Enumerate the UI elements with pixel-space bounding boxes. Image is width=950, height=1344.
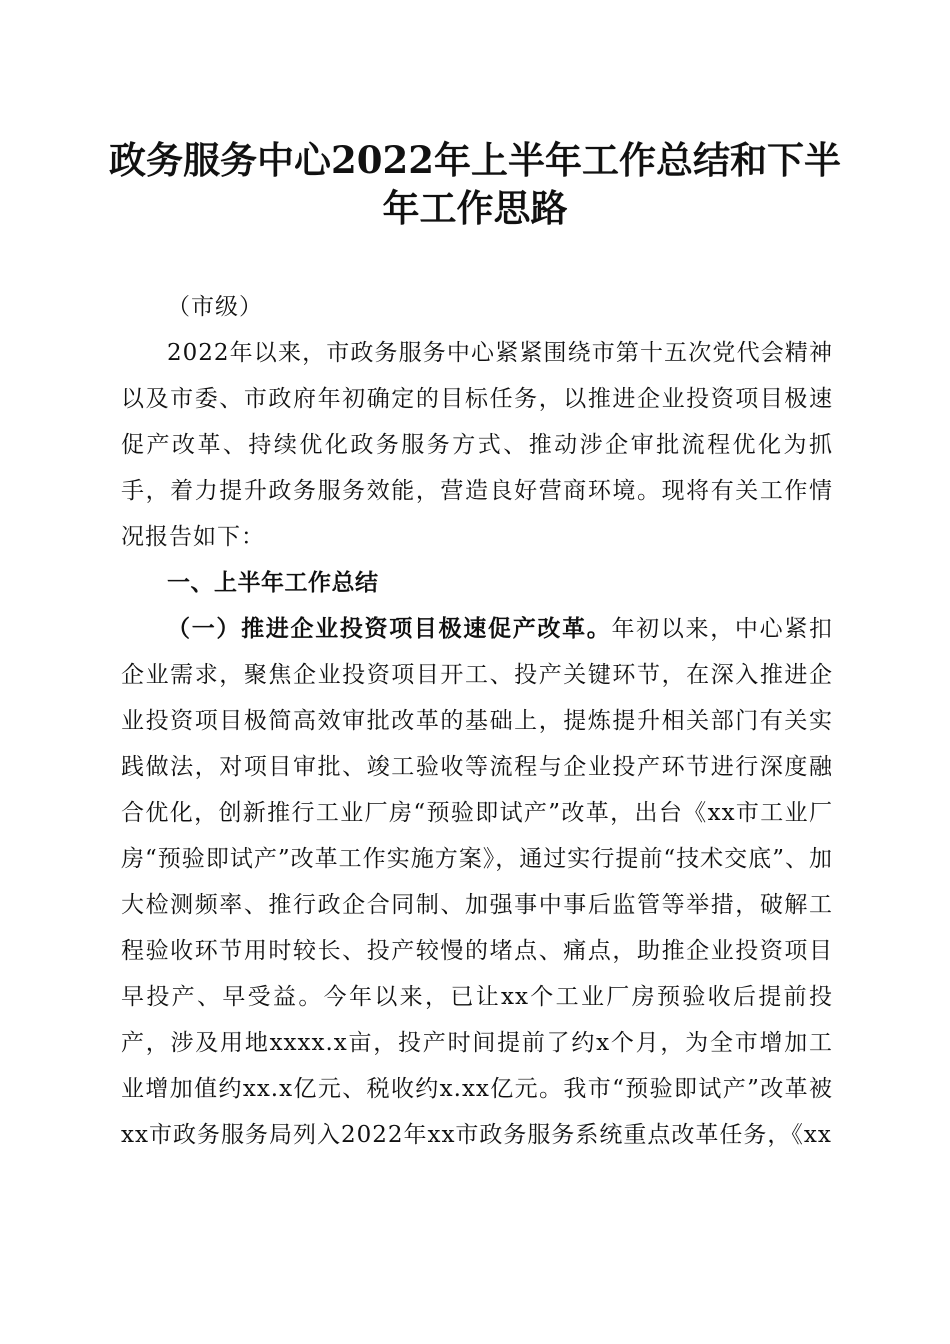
level-note: （市级） (167, 294, 263, 320)
subsection-title: （一）推进企业投资项目极速促产改革。 (167, 616, 612, 642)
document-body (121, 284, 833, 1158)
title-line-1: 政务服务中心2022年上半年工作总结和下半 (109, 138, 841, 182)
subsection-body: 年初以来，中心紧扣企业需求，聚焦企业投资项目开工、投产关键环节，在深入推进企业投资项目极简高效审批改革的基础上，提炼提升相关部门有关实践做法，对项目审批、竣工验收等流程与企业投产环节进行深度融合优化，创新推行工业厂房“预验即试产”改革，出台《xx市工业厂房“预验即试产”改革工作实施方案》，通过实行提前“技术交底”、加大检测频率、推行政企合同制、加强事中事后监管等举措，破解工程验收环节用时较长、投产较慢的堵点、痛点，助推企业投资项目早投产、早受益。今年以来，已让xx个工业厂房预验收后提前投产，涉及用地xxxx.x亩，投产时间提前了约x个月，为全市增加工业增加值约xx.x亿元、税收约x.xx亿元。我市“预验即试产”改革被xx市政务服务局列入2022年xx市政务服务系统重点改革任务，《xx (121, 616, 834, 1148)
document-title (100, 136, 850, 232)
section-heading: 一、上半年工作总结 (167, 570, 379, 596)
intro-paragraph: 2022年以来，市政务服务中心紧紧围绕市第十五次党代会精神以及市委、市政府年初确定的目标任务，以推进企业投资项目极速促产改革、持续优化政务服务方式、推动涉企审批流程优化为抓手，着力提升政务服务效能，营造良好营商环境。现将有关工作情况报告如下： (121, 340, 833, 550)
subsection-paragraph (121, 606, 833, 1158)
title-line-2: 年工作思路 (382, 186, 568, 230)
